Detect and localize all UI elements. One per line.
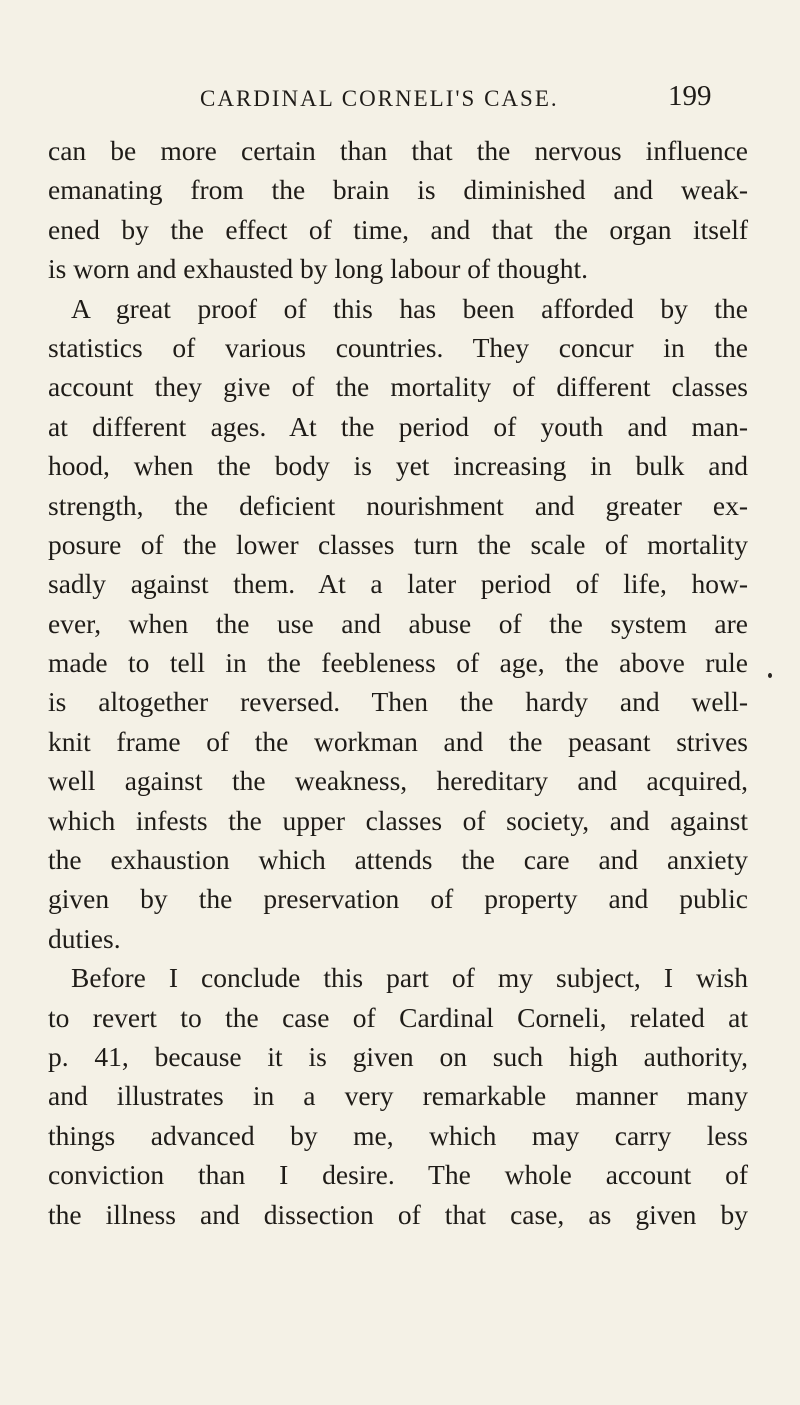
text-line: hood, when the body is yet increasing in bulk and — [48, 450, 748, 482]
text-line: the illness and dissection of that case, as given by — [48, 1198, 748, 1230]
text-line: which infests the upper classes of society, and against — [48, 804, 748, 836]
running-title: CARDINAL CORNELI'S CASE. — [200, 86, 559, 111]
text-line: is worn and exhausted by long labour of thought. — [48, 253, 588, 285]
text-line: the exhaustion which attends the care and anxiety — [48, 844, 748, 876]
page-number: 199 — [668, 80, 712, 112]
text-line: ever, when the use and abuse of the system are — [48, 607, 748, 639]
text-line: knit frame of the workman and the peasant strives — [48, 725, 748, 757]
text-line: can be more certain than that the nervous influence — [48, 135, 748, 166]
text-line: posure of the lower classes turn the scale of mortality — [48, 528, 748, 560]
body-text — [48, 131, 748, 1234]
text-line: things advanced by me, which may carry less — [48, 1119, 748, 1151]
text-line: statistics of various countries. They concur in the — [48, 331, 748, 363]
text-line: conviction than I desire. The whole account of — [48, 1159, 748, 1191]
text-line: sadly against them. At a later period of life, how- — [48, 568, 748, 600]
text-line: well against the weakness, hereditary and acquired, — [48, 765, 748, 797]
text-line: emanating from the brain is diminished and weak- — [48, 174, 748, 206]
running-head — [0, 80, 800, 120]
text-line: is altogether reversed. Then the hardy and well- — [48, 686, 748, 718]
text-line: p. 41, because it is given on such high authority, — [48, 1040, 748, 1072]
text-line: made to tell in the feebleness of age, the above rule — [48, 647, 748, 679]
ink-speck — [768, 673, 772, 678]
text-line: account they give of the mortality of different classes — [48, 371, 748, 403]
text-line: Before I conclude this part of my subject, I wish — [71, 962, 748, 994]
text-line: given by the preservation of property and public — [48, 883, 748, 915]
text-line: duties. — [48, 922, 121, 954]
text-line: A great proof of this has been afforded by the — [71, 292, 748, 324]
text-line: to revert to the case of Cardinal Corneli, related at — [48, 1001, 748, 1033]
text-line: and illustrates in a very remarkable manner many — [48, 1080, 748, 1112]
text-line: strength, the deficient nourishment and greater ex- — [48, 489, 748, 521]
text-line: ened by the effect of time, and that the organ itself — [48, 213, 748, 245]
text-line: at different ages. At the period of youth and man- — [48, 410, 748, 442]
